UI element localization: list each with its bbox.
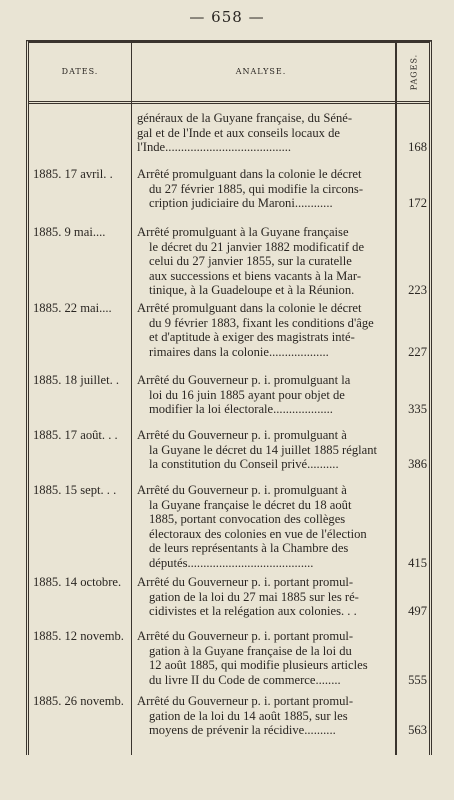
header-pages-cell (395, 43, 431, 101)
analysis-line: Arrêté du Gouverneur p. i. portant promul- (137, 694, 354, 708)
row-date: 1885. 15 sept. . . (33, 483, 117, 497)
row-page: 555 (408, 672, 427, 687)
analysis-line: Arrêté du Gouverneur p. i. portant promul- (137, 575, 354, 589)
row-page: 415 (408, 556, 427, 570)
analysis-line: et d'aptitude à exiger des magistrats inté- (149, 330, 355, 345)
analysis-line: moyens de prévenir la récidive.......... (149, 723, 336, 738)
analysis-line: Arrêté du Gouverneur p. i. portant promul- (137, 629, 354, 643)
analysis-line: rimaires dans la colonie................... (149, 344, 329, 359)
row-analysis (137, 694, 391, 738)
analysis-line: 12 août 1885, qui modifie plusieurs articles (149, 658, 368, 673)
row-page: 386 (408, 457, 427, 472)
row-page: 335 (408, 402, 427, 417)
analysis-line: Arrêté promulguant dans la colonie le décret (137, 301, 362, 315)
analysis-line: du 27 février 1885, qui modifie la circons- (149, 181, 364, 196)
row-date: 1885. 17 avril. . (33, 167, 113, 181)
analysis-line: aux successions et biens vacants à la Mar- (149, 268, 362, 283)
row-date: 1885. 22 mai.... (33, 301, 112, 315)
analysis-line: gation de la loi du 27 mai 1885 sur les ré- (149, 589, 359, 604)
analysis-line: Arrêté promulguant à la Guyane française (137, 225, 349, 239)
row-page: 223 (408, 283, 427, 298)
row-date: 1885. 26 novemb. (33, 694, 124, 708)
row-page: 168 (408, 140, 427, 155)
decree-table (26, 40, 432, 755)
column-divider-dates (131, 101, 132, 755)
analysis-line: Arrêté promulguant dans la colonie le décret (137, 167, 362, 181)
row-analysis (137, 629, 391, 687)
row-date: 1885. 18 juillet. . (33, 373, 120, 387)
row-analysis (137, 225, 391, 298)
analysis-line: cidivistes et la relégation aux colonies. . . (149, 604, 357, 619)
analysis-line: gation à la Guyane française de la loi du (149, 643, 352, 658)
analysis-line: électoraux des colonies en vue de l'élection (149, 526, 367, 541)
analysis-line: 1885, portant convocation des collèges (149, 512, 346, 527)
row-page: 227 (408, 344, 427, 359)
analysis-line: députés........................................ (149, 555, 314, 570)
row-analysis (137, 428, 391, 472)
row-date: 1885. 14 octobre. (33, 575, 122, 589)
analysis-line: du livre II du Code de commerce........ (149, 672, 341, 687)
analysis-line: modifier la loi électorale................... (149, 402, 333, 417)
analysis-line: celui du 27 janvier 1855, sur la curatelle (149, 254, 352, 269)
analysis-line: la constitution du Conseil privé.......... (149, 457, 339, 472)
analysis-line: le décret du 21 janvier 1882 modificatif de (149, 239, 365, 254)
row-analysis (137, 111, 391, 155)
row-page: 563 (408, 723, 427, 738)
header-analyse: ANALYSE. (131, 43, 390, 101)
analysis-line: loi du 16 juin 1885 ayant pour objet de (149, 387, 345, 402)
analysis-line: gal et de l'Inde et aux conseils locaux de (137, 125, 340, 140)
row-page: 497 (408, 604, 427, 619)
analysis-line: de leurs représentants à la Chambre des (149, 541, 349, 556)
row-date: 1885. 9 mai.... (33, 225, 106, 239)
analysis-line: gation de la loi du 14 août 1885, sur les (149, 708, 348, 723)
analysis-line: l'Inde........................................ (137, 140, 292, 155)
analysis-line: tinique, à la Guadeloupe et à la Réunion. (149, 283, 355, 298)
analysis-line: du 9 février 1883, fixant les conditions d'âge (149, 315, 374, 330)
row-analysis (137, 575, 391, 619)
row-analysis (137, 483, 391, 571)
row-date: 1885. 17 août. . . (33, 428, 118, 442)
analysis-line: Arrêté du Gouverneur p. i. promulguant à (137, 428, 347, 442)
row-date: 1885. 12 novemb. (33, 629, 124, 643)
analysis-line: Arrêté du Gouverneur p. i. promulguant à (137, 483, 347, 497)
table-header (29, 43, 429, 104)
analysis-line: la Guyane le décret du 14 juillet 1885 réglant (149, 442, 378, 457)
page-number: — 658 — (189, 8, 265, 26)
analysis-line: cription judiciaire du Maroni............ (149, 196, 333, 211)
row-page: 172 (408, 196, 427, 211)
header-dates: DATES. (61, 67, 99, 76)
analysis-line: généraux de la Guyane française, du Séné- (137, 111, 353, 125)
analysis-line: Arrêté du Gouverneur p. i. promulguant la (137, 373, 351, 387)
header-pages: PAGES. (409, 53, 419, 91)
row-analysis (137, 167, 391, 211)
row-analysis (137, 373, 391, 417)
analysis-line: la Guyane française le décret du 18 août (149, 497, 352, 512)
row-analysis (137, 301, 391, 359)
